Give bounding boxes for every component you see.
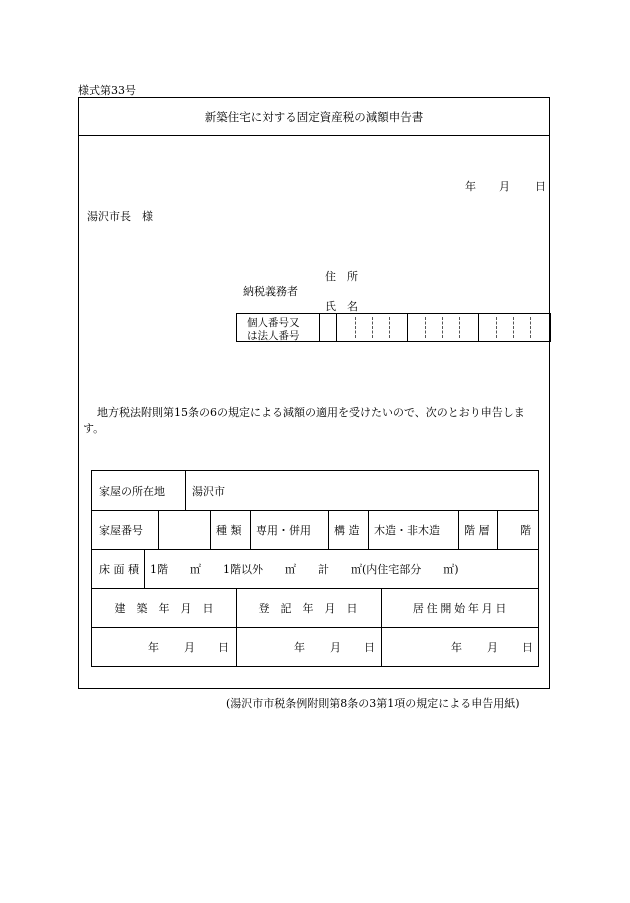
addressee: 湯沢市長 様 (87, 210, 153, 223)
residence-start-label: 居住開始年月日 (412, 601, 510, 615)
built-year: 年 (148, 641, 159, 654)
form-title: 新築住宅に対する固定資産税の減額申告書 (79, 98, 549, 136)
residence-day: 日 (522, 641, 533, 654)
date-month: 月 (499, 180, 510, 193)
id-number-label-1: 個人番号又 (247, 317, 300, 329)
registered-date-label: 登 記 年 月 日 (258, 601, 358, 615)
address-label: 住 所 (325, 270, 358, 283)
name-label: 氏 名 (325, 300, 358, 313)
residence-month: 月 (487, 641, 498, 654)
date-year: 年 (465, 180, 476, 193)
floor-area-value: 1階 ㎡ 1階以外 ㎡ 計 ㎡(内住宅部分 ㎡) (150, 562, 459, 576)
registered-month: 月 (330, 641, 341, 654)
floors-label: 階 層 (464, 523, 490, 537)
date-day: 日 (535, 180, 546, 193)
form-frame (78, 97, 550, 689)
type-options: 専用・併用 (256, 523, 311, 537)
taxpayer-label: 納税義務者 (243, 285, 298, 298)
residence-year: 年 (451, 641, 462, 654)
built-date-label: 建 築 年 月 日 (114, 601, 214, 615)
built-month: 月 (184, 641, 195, 654)
id-number-label-2: は法人番号 (247, 330, 300, 342)
floors-unit: 階 (520, 523, 531, 537)
statement-line-2: す。 (83, 422, 105, 435)
location-label: 家屋の所在地 (99, 484, 165, 498)
registered-year: 年 (294, 641, 305, 654)
structure-options: 木造・非木造 (374, 523, 440, 537)
form-number: 様式第33号 (78, 84, 136, 97)
structure-label: 構 造 (334, 523, 360, 537)
type-label: 種 類 (216, 523, 242, 537)
built-day: 日 (218, 641, 229, 654)
registered-day: 日 (364, 641, 375, 654)
id-number-box (236, 313, 551, 342)
footer-note: (湯沢市市税条例附則第8条の3第1項の規定による申告用紙) (226, 697, 520, 710)
floor-area-label: 床 面 積 (99, 562, 139, 576)
location-value: 湯沢市 (192, 484, 225, 498)
statement-line-1: 地方税法附則第15条の6の規定による減額の適用を受けたいので、次のとおり申告しま (97, 406, 525, 419)
house-number-label: 家屋番号 (99, 523, 143, 537)
property-table (91, 470, 539, 667)
